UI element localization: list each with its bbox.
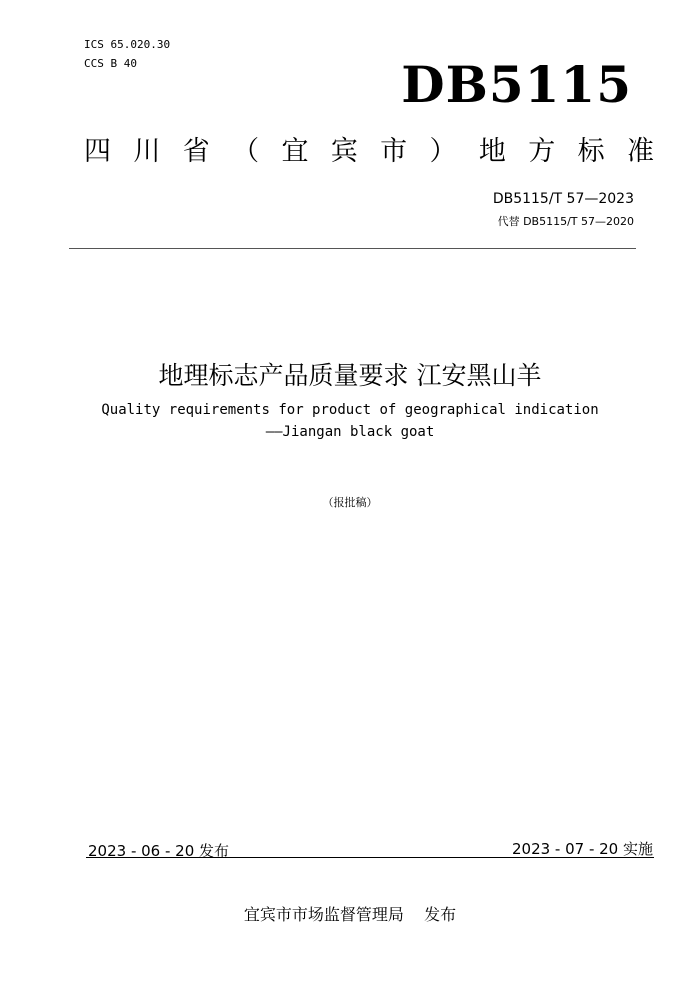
standard-title-char: 标: [577, 136, 605, 167]
standard-title-char: 川: [133, 136, 161, 167]
standard-title-char: 宜: [281, 136, 309, 167]
ics-code: ICS 65.020.30: [84, 38, 171, 51]
document-title-cn: 地理标志产品质量要求 江安黑山羊: [158, 361, 542, 390]
replaces-standard: 代替 DB5115/T 57—2020: [497, 215, 634, 228]
issuer: 宜宾市市场监督管理局 发布: [243, 905, 457, 924]
publish-date: 2023 - 06 - 20 发布: [88, 842, 230, 860]
draft-label: （报批稿）: [322, 496, 378, 509]
standard-title-char: 市: [380, 136, 408, 167]
standard-title-char: ）: [429, 136, 457, 167]
standard-title-char: 地: [478, 136, 506, 167]
document-title-en-line1: Quality requirements for product of geographical indication: [101, 402, 599, 418]
standard-number: DB5115/T 57—2023: [492, 191, 634, 207]
ccs-code: CCS B 40: [84, 57, 137, 70]
document-title-en-line2: ——Jiangan black goat: [265, 424, 435, 440]
standard-logo: DB5115: [401, 55, 632, 114]
standard-title-char: 四: [84, 136, 111, 167]
standard-title-char: 省: [182, 136, 210, 167]
standard-title-char: 准: [626, 136, 654, 167]
standard-title-char: （: [232, 136, 260, 167]
standard-title-char: 方: [528, 136, 556, 167]
header-divider: [69, 248, 636, 249]
standard-title-char: 宾: [330, 136, 358, 167]
standard-title: [84, 138, 654, 165]
footer-divider: [86, 857, 654, 858]
implement-date: 2023 - 07 - 20 实施: [511, 840, 653, 858]
